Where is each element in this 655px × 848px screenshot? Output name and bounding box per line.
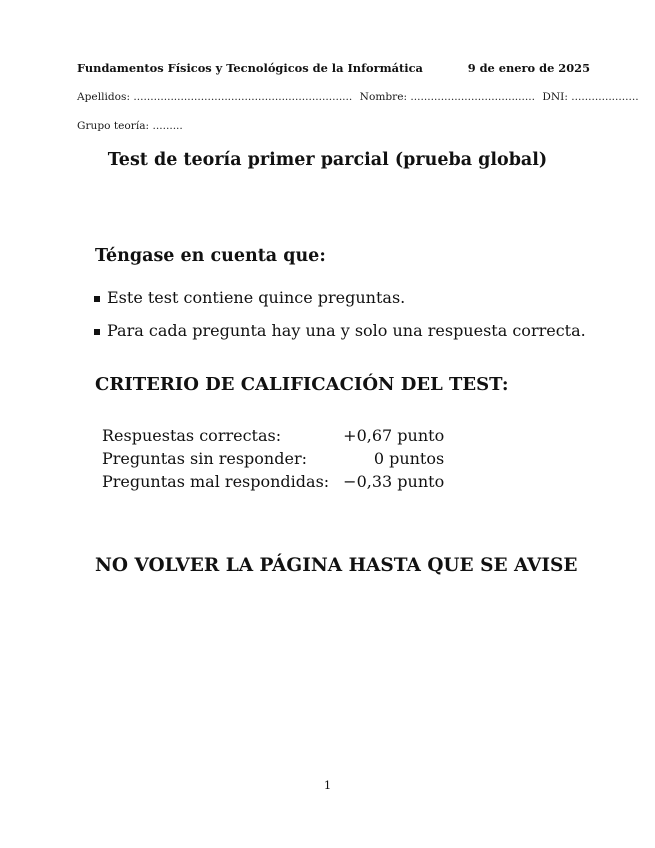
page-title: Test de teoría primer parcial (prueba global) <box>107 150 548 170</box>
list-item <box>94 281 586 314</box>
criteria-heading: CRITERIO DE CALIFICACIÓN DEL TEST: <box>95 374 509 395</box>
grading-table <box>102 424 444 493</box>
apellidos-field: Apellidos: ................................................................. <box>77 91 353 103</box>
table-row <box>102 470 444 493</box>
warning-text: NO VOLVER LA PÁGINA HASTA QUE SE AVISE <box>95 555 578 576</box>
row-value: +0,67 punto <box>343 426 445 445</box>
page-number: 1 <box>323 778 332 792</box>
row-label: Preguntas sin responder: <box>102 449 307 468</box>
course-title: Fundamentos Físicos y Tecnológicos de la Informática <box>77 61 423 75</box>
student-fields <box>77 91 639 103</box>
row-value: 0 puntos <box>373 449 445 468</box>
row-value: −0,33 punto <box>343 472 445 491</box>
grupo-field: Grupo teoría: ......... <box>77 120 183 132</box>
notes-heading: Téngase en cuenta que: <box>95 246 326 266</box>
list-item-text: Para cada pregunta hay una y solo una respuesta correcta. <box>107 321 586 340</box>
exam-date: 9 de enero de 2025 <box>467 61 590 75</box>
table-row <box>102 447 444 470</box>
table-row <box>102 424 444 447</box>
list-item <box>94 314 586 347</box>
bullet-icon <box>94 329 100 335</box>
dni-field: DNI: .................... <box>542 91 639 103</box>
row-label: Respuestas correctas: <box>102 426 282 445</box>
notes-list <box>94 281 586 347</box>
list-item-text: Este test contiene quince preguntas. <box>107 288 406 307</box>
nombre-field: Nombre: ..................................... <box>359 91 536 103</box>
bullet-icon <box>94 296 100 302</box>
row-label: Preguntas mal respondidas: <box>102 472 330 491</box>
